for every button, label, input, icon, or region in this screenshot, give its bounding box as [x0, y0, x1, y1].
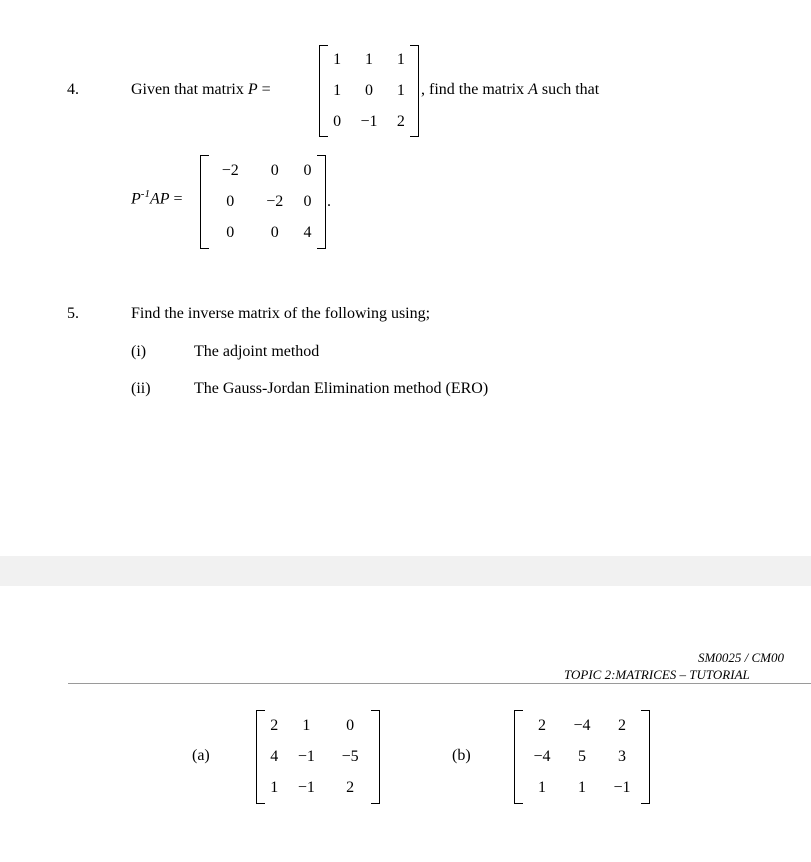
q4-such-that: such that [537, 81, 600, 98]
header-course-code: SM0025 / CM00 [698, 650, 784, 665]
eq-p: P [131, 190, 141, 208]
q4-statement [131, 80, 271, 100]
matrix-p [319, 45, 419, 137]
cell: 5 [578, 747, 586, 765]
cell: 1 [302, 716, 311, 734]
cell: 2 [538, 716, 546, 734]
cell: 1 [364, 51, 373, 69]
part-a-label: (a) [192, 747, 210, 764]
cell: 1 [270, 779, 279, 797]
page-break [0, 556, 811, 586]
q5-item-label-1: (i) [131, 343, 147, 360]
cell: 1 [333, 81, 342, 99]
cell: 4 [303, 224, 312, 242]
cell: −5 [341, 747, 359, 765]
q4-equals: = [261, 81, 271, 98]
cell: −1 [360, 112, 378, 130]
cell: 0 [226, 192, 235, 210]
cell: 0 [346, 716, 355, 734]
cell: 4 [270, 747, 279, 765]
cell: 1 [333, 51, 342, 69]
cell: 1 [578, 779, 586, 797]
header-divider [68, 683, 811, 684]
cell: −1 [297, 747, 315, 765]
cell: −4 [573, 716, 591, 734]
q5-item-label-2: (ii) [131, 380, 151, 397]
cell: 1 [396, 51, 405, 69]
q5-item-text-1: The adjoint method [194, 343, 320, 360]
cell: 0 [270, 224, 279, 242]
part-b-label: (b) [452, 747, 471, 764]
cell: 2 [270, 716, 279, 734]
q4-number: 4. [67, 81, 79, 98]
cell: 2 [618, 716, 626, 734]
cell: −1 [613, 779, 631, 797]
cell: −1 [297, 779, 315, 797]
matrix-diag [200, 155, 326, 249]
cell: 2 [396, 112, 405, 130]
cell: 2 [346, 779, 355, 797]
cell: 0 [333, 112, 342, 130]
cell: 0 [303, 192, 312, 210]
q4-continuation [421, 80, 599, 100]
cell: 3 [618, 747, 626, 765]
q5-text: Find the inverse matrix of the following using; [131, 305, 431, 322]
cell: 0 [303, 161, 312, 179]
cell: 0 [226, 224, 235, 242]
eq-sup: -1 [140, 188, 150, 200]
eq-ap: AP [149, 190, 170, 208]
q4-after-matrix: , find the matrix [421, 81, 529, 98]
matrix-b [514, 710, 650, 804]
cell: 0 [364, 81, 373, 99]
q5-item-text-2: The Gauss-Jordan Elimination method (ERO) [194, 380, 489, 397]
q4-intro: Given that matrix [131, 81, 244, 98]
cell: 1 [396, 81, 405, 99]
cell: −2 [266, 192, 284, 210]
cell: 0 [270, 161, 279, 179]
cell: 1 [538, 779, 546, 797]
matrix-a [256, 710, 380, 804]
q4-a-symbol: A [528, 81, 538, 98]
q4-p-symbol: P [247, 81, 258, 98]
q5-number: 5. [67, 305, 79, 322]
header-topic: TOPIC 2:MATRICES – TUTORIAL [564, 667, 750, 682]
q4-period: . [327, 193, 331, 210]
cell: −2 [221, 161, 239, 179]
cell: −4 [533, 747, 551, 765]
eq-equals: = [173, 190, 183, 208]
q4-equation-lhs [131, 184, 183, 209]
